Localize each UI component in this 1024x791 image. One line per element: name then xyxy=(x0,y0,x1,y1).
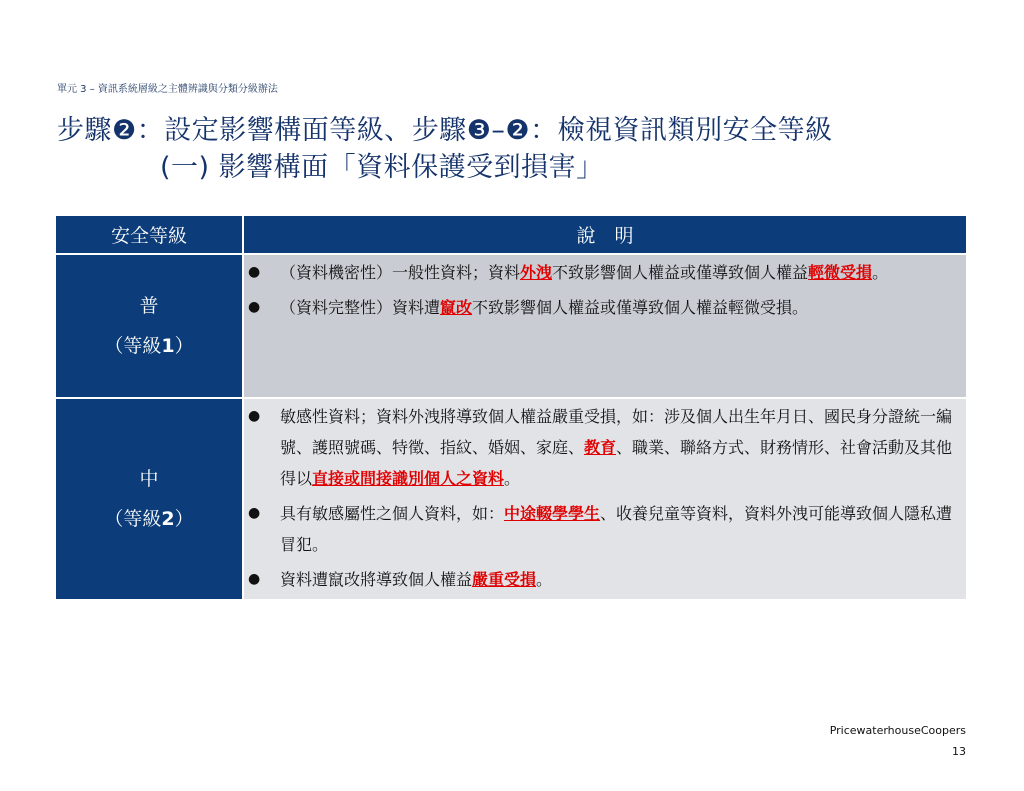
bullet-icon: ● xyxy=(248,505,261,521)
list-item: ● （資料機密性）一般性資料；資料外洩不致影響個人權益或僅導致個人權益輕微受損。 xyxy=(244,257,966,288)
page-title xyxy=(57,112,833,186)
description-cell xyxy=(243,398,966,599)
column-header-description: 說 明 xyxy=(243,216,966,254)
table-header-row xyxy=(56,216,966,254)
bullet-icon: ● xyxy=(248,299,261,315)
level-cell xyxy=(56,398,243,599)
level-cell xyxy=(56,254,243,398)
list-item: ● 具有敏感屬性之個人資料，如：中途輟學學生、收養兒童等資料，資料外洩可能導致個人隱私遭冒犯。 xyxy=(244,498,966,560)
bullet-icon: ● xyxy=(248,264,261,280)
title-line-2: (一) 影響構面「資料保護受到損害」 xyxy=(160,152,604,183)
table-row xyxy=(56,398,966,599)
list-item: ● 敏感性資料；資料外洩將導致個人權益嚴重受損，如：涉及個人出生年月日、國民身分證統一編號、護照號碼、特徵、指紋、婚姻、家庭、教育、職業、聯絡方式、財務情形、社會活動及其他得以直接或間接識別個人之資料。 xyxy=(244,401,966,494)
list-item: ● 資料遭竄改將導致個人權益嚴重受損。 xyxy=(244,564,966,595)
level-number: （等級1） xyxy=(104,335,194,357)
breadcrumb: 單元 3 – 資訊系統層級之主體辨識與分類分級辦法 xyxy=(57,84,278,95)
level-number: （等級2） xyxy=(104,508,194,530)
security-level-table xyxy=(56,216,966,599)
description-cell xyxy=(243,254,966,398)
page-number: 13 xyxy=(952,745,966,758)
list-item: ● （資料完整性）資料遭竄改不致影響個人權益或僅導致個人權益輕微受損。 xyxy=(244,292,966,323)
column-header-level: 安全等級 xyxy=(56,216,243,254)
table-row xyxy=(56,254,966,398)
level-name: 普 xyxy=(139,295,159,317)
level-name: 中 xyxy=(139,468,159,490)
bullet-icon: ● xyxy=(248,571,261,587)
bullet-icon: ● xyxy=(248,408,261,424)
title-line-1: 步驟❷：設定影響構面等級、步驟❸–❷：檢視資訊類別安全等級 xyxy=(57,115,833,146)
footer-brand: PricewaterhouseCoopers xyxy=(829,724,966,737)
